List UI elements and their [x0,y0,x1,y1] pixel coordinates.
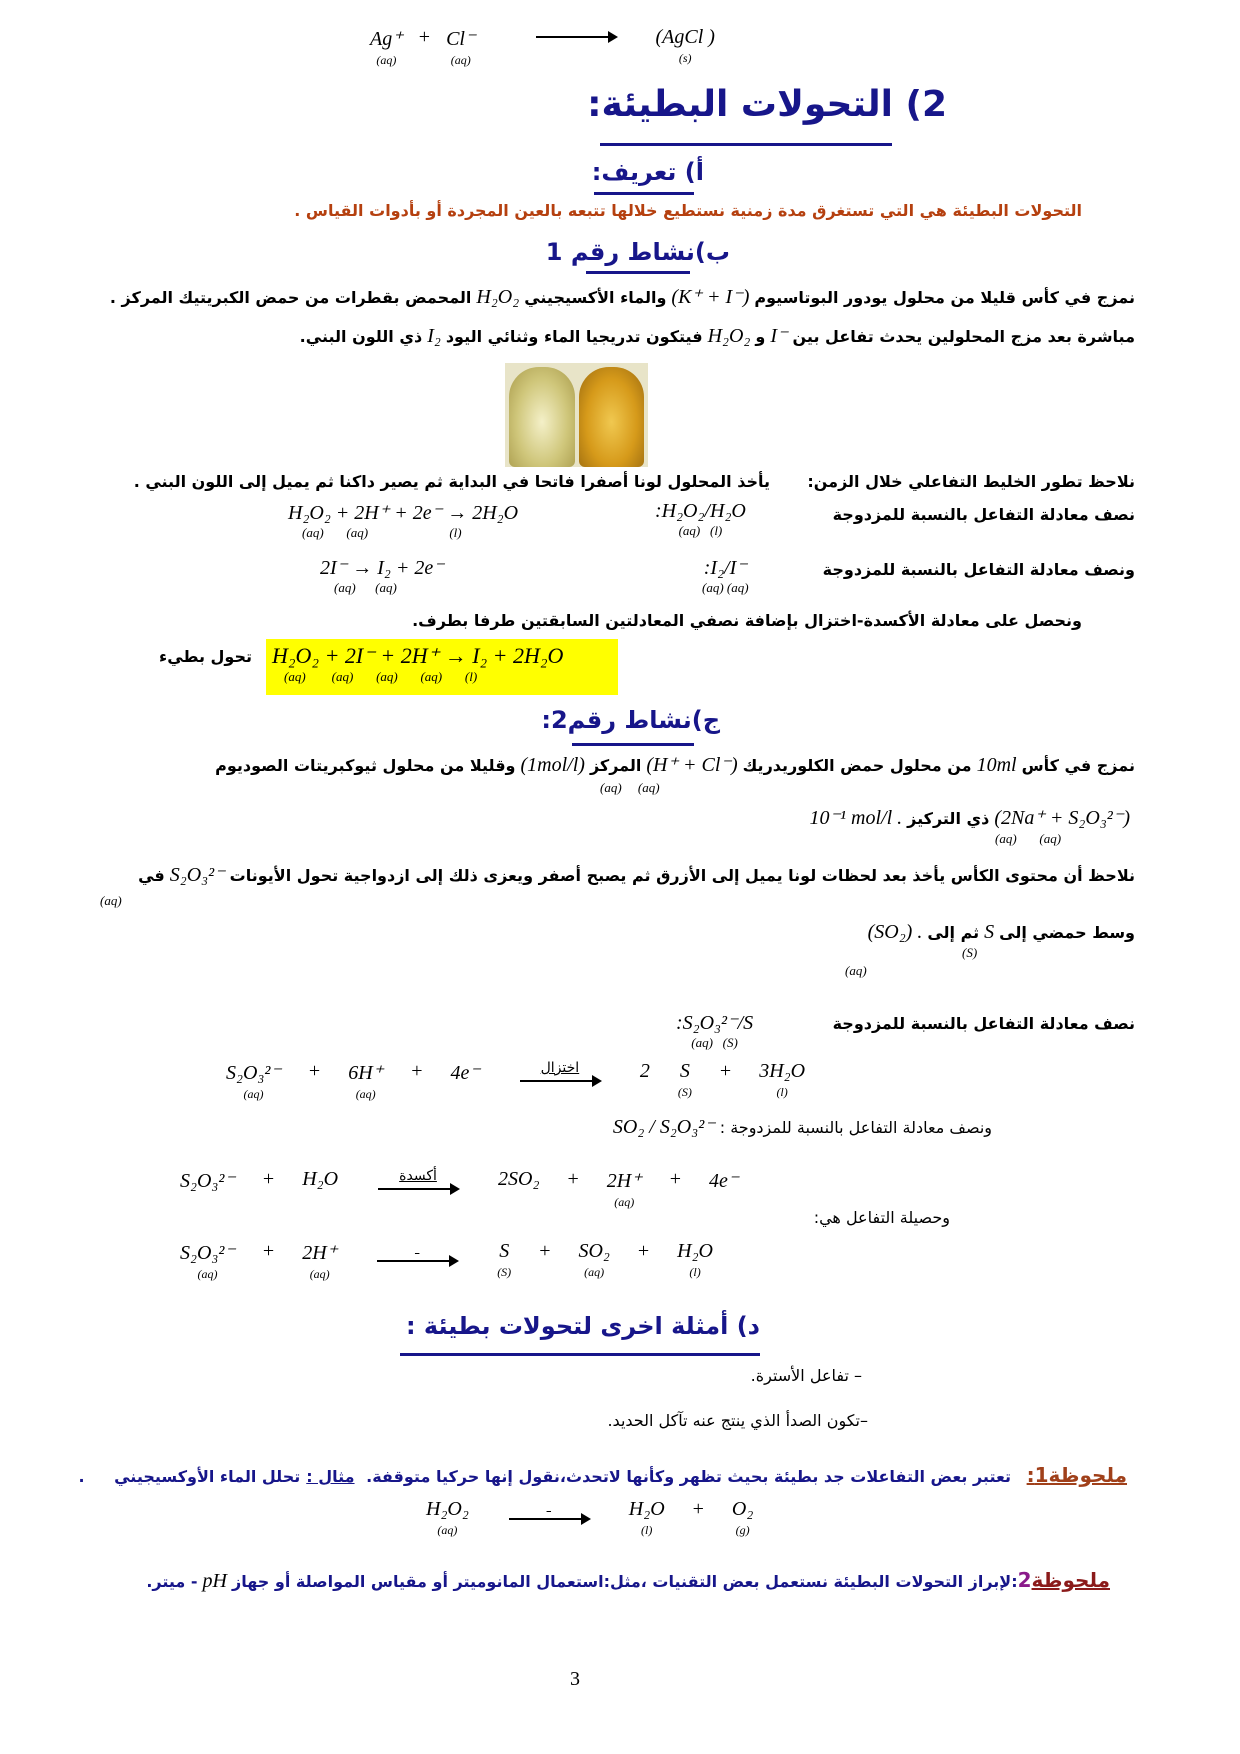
term: S₂O₃²⁻ (aq) [180,1242,235,1281]
term: 4e⁻ [709,1170,739,1192]
arrow-icon: اختزال [520,1060,600,1082]
plus: + [411,1060,423,1082]
half1-couple [655,500,746,539]
plus: + [262,1168,275,1190]
text: نمزج في كأس قليلا من محلول يودور البوتاسيوم [754,288,1135,307]
page-number: 3 [570,1668,580,1690]
term: (AgCl ) [655,26,715,48]
formula: :I₂/I⁻ [703,557,747,579]
states: (aq) (S) [691,1035,738,1050]
term: 2H⁺ (aq) [606,1170,642,1209]
definition-heading: أ) تعريف: [591,158,704,186]
activity1-line1 [20,284,1135,310]
half1-label: نصف معادلة التفاعل بالنسبة للمزدوجة [832,505,1135,524]
text: مباشرة بعد مزج المحلولين يحدث تفاعل بين [792,327,1135,346]
text: نمزج في كأس [1021,756,1135,775]
note1-text: تعتبر بعض التفاعلات جد بطيئة بحيث تظهر وكأنها لاتحدث،نقول إنها حركيا متوقفة. [366,1467,1012,1486]
half-couple [676,1010,753,1051]
term: SO₂ (aq) [578,1240,610,1279]
formula: H₂O₂ [707,325,751,347]
formula: (2Na⁺ + S₂O₃²⁻) [994,807,1130,829]
example-text: تحلل الماء الأوكسيجيني [114,1467,301,1486]
overall-equation-highlight [266,639,618,695]
activity2-line1 [60,752,1135,778]
term: O₂ (g) [731,1498,754,1537]
heading-underline [586,271,690,274]
text: نلاحظ أن محتوى الكأس يأخذ بعد لحظات لونا يميل إلى الأزرق ثم يصبح أصفر ويعزى ذلك إلى ازدواجية تحول الأيونات [229,866,1135,885]
note2 [20,1567,1110,1594]
formula: 10⁻¹ mol/l . [809,807,903,829]
slow-transformation-label: تحول بطيء [159,647,252,666]
states: (aq) (aq) [334,580,397,595]
text: ونصف معادلة التفاعل بالنسبة للمزدوجة : [719,1118,992,1137]
beaker-light-yellow [509,367,575,467]
line3-states: (aq) [100,893,122,908]
heading-underline [400,1353,760,1356]
text: فيتكون تدريجيا الماء وثنائي اليود [445,327,703,346]
arrow-icon [509,1498,589,1520]
plus: + [418,26,431,48]
term: H₂O₂ (aq) [426,1498,469,1537]
heading-underline [572,743,694,746]
text: المحمض بقطرات من حمض الكبريتيك المركز . [109,288,472,307]
text: والماء الأكسيجيني [524,288,667,307]
half2-label: ونصف معادلة التفاعل بالنسبة للمزدوجة [822,560,1135,579]
term: 2 [639,1060,650,1082]
formula: :S₂O₃²⁻/S [676,1012,754,1034]
title-underline [600,143,892,146]
line1-states: (aq) (aq) [600,780,660,795]
states: (aq) (aq) [702,580,749,595]
sum-label: وحصيلة التفاعل هي: [813,1208,950,1227]
sum-text: ونحصل على معادلة الأكسدة-اختزال بإضافة نصفي المعادلتين السابقتين طرفا بطرف. [412,611,1082,630]
plus: + [539,1240,551,1262]
text: من محلول حمض الكلوريدريك [742,756,972,775]
formula: S [984,921,995,943]
term: S (S) [677,1060,692,1099]
plus: + [262,1240,275,1262]
half-label: نصف معادلة التفاعل بالنسبة للمزدوجة [832,1014,1135,1033]
h2o2-decomposition-equation [412,1498,767,1538]
term: 2SO₂ [498,1168,540,1190]
state: (aq) [376,53,397,67]
observe-label: نلاحظ تطور الخليط التفاعلي خلال الزمن: [807,472,1135,491]
beakers-photo [505,363,648,467]
half2-couple [702,555,749,596]
formula: I⁻ [770,325,788,347]
note2-text: :لإبراز التحولات البطيئة نستعمل بعض التقنيات ،مثل:استعمال المانوميتر أو مقياس المواصلة أو جهاز [232,1572,1018,1591]
activity2-line3 [20,862,1135,888]
half2-equation [320,555,444,596]
term: Ag⁺ [370,28,403,50]
states: (aq) (aq) (l) [302,525,462,540]
observe-text: يأخذ المحلول لونا أصفرا فاتحا في البداية ثم يصير داكنا ثم يميل إلى اللون البني . [133,472,770,491]
examples-heading: د) أمثلة اخرى لتحولات بطيئة : [405,1312,760,1340]
reduction-equation [212,1060,819,1102]
activity1-heading: ب)نشاط رقم 1 [545,238,730,266]
oxidation-equation [166,1168,752,1210]
term: S₂O₃²⁻ (aq) [226,1062,281,1101]
term: H₂O (l) [628,1498,665,1537]
formula: H₂O₂ + 2I⁻ + 2H⁺ → I₂ + 2H₂O [272,643,564,668]
formula: (1mol/l) [520,754,585,776]
formula: 2I⁻ → I₂ + 2e⁻ [320,557,444,579]
states: (aq) (aq) (aq) (aq) (l) [284,669,478,684]
arrow-icon [536,36,616,38]
section-title: 2) التحولات البطيئة: [587,84,947,125]
formula: (SO₂) . [867,921,923,943]
term: H₂O [302,1168,339,1190]
text: ذي التركيز [907,809,990,828]
activity2-line2 [804,805,1135,831]
formula: (H⁺ + Cl⁻) [646,754,738,776]
plus: + [719,1060,732,1082]
term: 6H⁺ (aq) [348,1062,384,1101]
plus: + [692,1498,704,1520]
note2-number: 2 [1017,1568,1032,1592]
example-label: مثال : [306,1467,355,1486]
half2-label [608,1114,992,1140]
formula: I₂ [427,325,441,347]
text: في [138,866,165,885]
text: المركز [589,756,642,775]
activity2-line4 [863,919,1135,945]
term: H₂O (l) [677,1240,713,1279]
definition-text: التحولات البطيئة هي التي تستغرق مدة زمنية نستطيع خلالها تتبعه بالعين المجردة أو بأدوات القياس . [294,201,1082,220]
note1 [20,1462,1127,1488]
formula: :H₂O₂/H₂O [655,500,746,522]
formula: (K⁺ + I⁻) [671,286,750,308]
overall-equation [166,1240,727,1282]
formula: 10ml [976,754,1017,776]
term: S₂O₃²⁻ [180,1170,235,1192]
line2-states: (aq) (aq) [995,831,1062,846]
arrow-icon [377,1240,457,1262]
state: (aq) [450,53,471,67]
term: Cl⁻ [446,28,476,50]
plus: + [567,1168,579,1190]
term: 3H₂O (l) [759,1060,806,1099]
example-item: – تفاعل الأسترة. [750,1366,862,1385]
text: وسط حمضي إلى [999,923,1135,942]
states: (aq) (l) [678,523,723,538]
formula: SO₂ / S₂O₃²⁻ [612,1116,715,1138]
silver-chloride-equation [370,26,715,68]
heading-underline [594,192,694,195]
plus: + [669,1168,681,1190]
state: (s) [678,51,692,65]
activity2-heading: ج)نشاط رقم2: [541,706,720,734]
plus: + [637,1240,650,1262]
text: و [755,327,766,346]
state: (aq) [845,963,867,978]
text: ثم إلى [927,923,980,942]
activity1-line2 [20,323,1135,349]
formula: H₂O₂ + 2H⁺ + 2e⁻ → 2H₂O [288,502,519,524]
beaker-dark-yellow [579,367,645,467]
term: S (S) [497,1240,512,1279]
half1-equation [288,500,518,541]
example-item: –تكون الصدأ الذي ينتج عنه تآكل الحديد. [607,1411,868,1430]
text: . [78,1467,85,1486]
arrow-icon: أكسدة [378,1168,458,1190]
text: وقليلا من محلول ثيوكبريتات الصوديوم [215,756,516,775]
formula: H₂O₂ [476,286,520,308]
formula: pH [202,1570,227,1592]
term: 4e⁻ [450,1062,480,1084]
plus: + [308,1060,321,1082]
note1-label: ملحوظة1: [1026,1463,1127,1487]
formula: S₂O₃²⁻ [169,864,225,886]
state: (S) [962,945,978,960]
text: ذي اللون البني. [299,327,423,346]
text: - ميتر. [146,1572,198,1591]
note2-label: ملحوظة [1031,1568,1110,1592]
term: 2H⁺ (aq) [302,1242,338,1281]
